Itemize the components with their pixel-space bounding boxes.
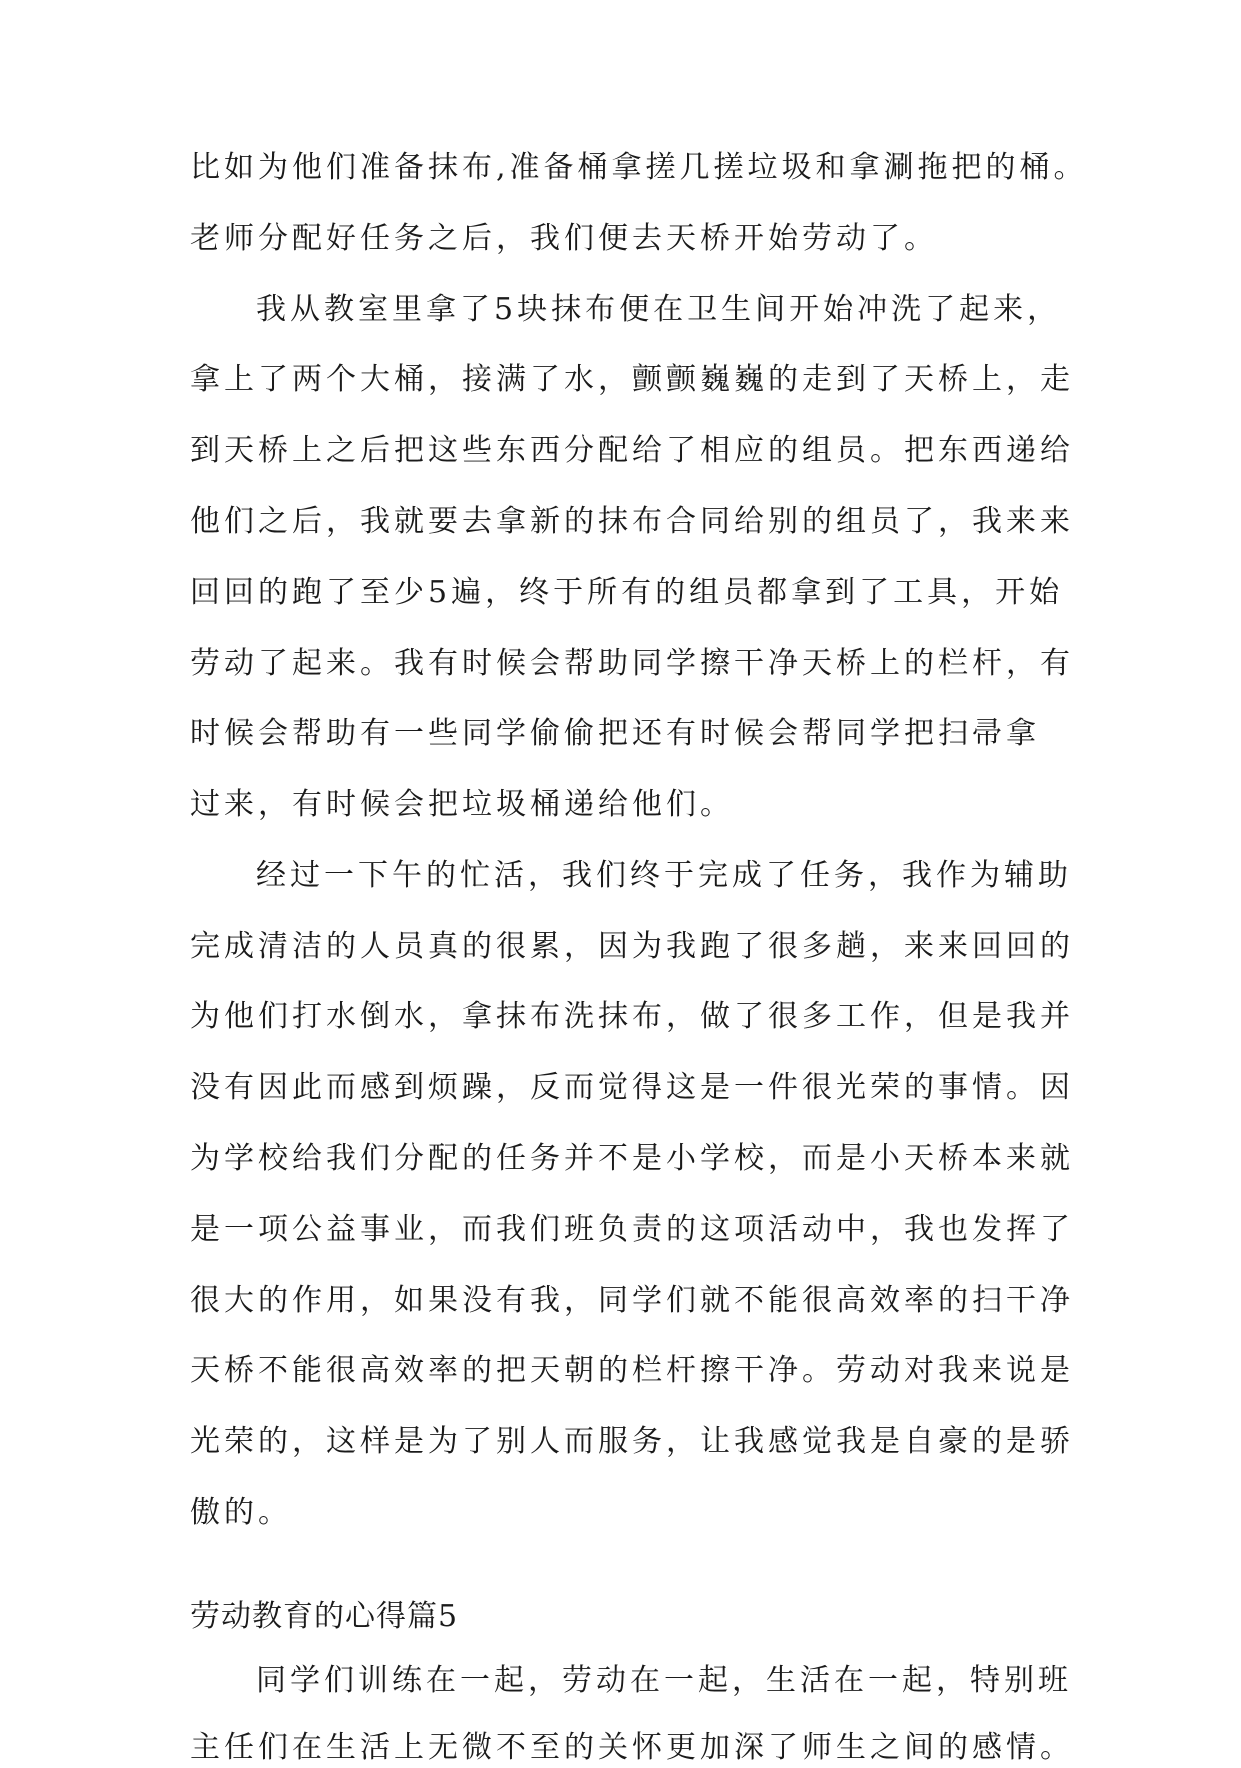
text-line: 比如为他们准备抹布,准备桶拿搓几搓垃圾和拿涮拖把的桶。 (190, 150, 1088, 185)
text-line: 回回的跑了至少5遍，终于所有的组员都拿到了工具，开始 (190, 575, 1064, 610)
text-line: 很大的作用，如果没有我，同学们就不能很高效率的扫干净 (190, 1283, 1074, 1318)
section-heading: 劳动教育的心得篇5 (190, 1599, 459, 1634)
text-line: 时候会帮助有一些同学偷偷把还有时候会帮同学把扫帚拿 (190, 716, 1040, 751)
text-line: 为他们打水倒水，拿抹布洗抹布，做了很多工作，但是我并 (190, 999, 1074, 1034)
text-line: 没有因此而感到烦躁，反而觉得这是一件很光荣的事情。因 (190, 1070, 1074, 1105)
text-line: 傲的。 (190, 1495, 292, 1530)
text-line: 他们之后，我就要去拿新的抹布合同给别的组员了，我来来 (190, 504, 1074, 539)
text-line: 拿上了两个大桶，接满了水，颤颤巍巍的走到了天桥上，走 (190, 362, 1074, 397)
text-line: 天桥不能很高效率的把天朝的栏杆擦干净。劳动对我来说是 (190, 1353, 1074, 1388)
text-line: 过来，有时候会把垃圾桶递给他们。 (190, 787, 734, 822)
text-line: 主任们在生活上无微不至的关怀更加深了师生之间的感情。 (190, 1730, 1074, 1765)
paragraph-first-line: 我从教室里拿了5块抹布便在卫生间开始冲洗了起来， (256, 292, 1062, 327)
text-line: 到天桥上之后把这些东西分配给了相应的组员。把东西递给 (190, 433, 1074, 468)
paragraph-first-line: 同学们训练在一起，劳动在一起，生活在一起，特别班 (256, 1663, 1072, 1698)
text-line: 老师分配好任务之后，我们便去天桥开始劳动了。 (190, 221, 938, 256)
paragraph-first-line: 经过一下午的忙活，我们终于完成了任务，我作为辅助 (256, 858, 1072, 893)
text-line: 是一项公益事业，而我们班负责的这项活动中，我也发挥了 (190, 1212, 1074, 1247)
text-line: 完成清洁的人员真的很累，因为我跑了很多趟，来来回回的 (190, 929, 1074, 964)
text-line: 劳动了起来。我有时候会帮助同学擦干净天桥上的栏杆，有 (190, 646, 1074, 681)
text-line: 为学校给我们分配的任务并不是小学校，而是小天桥本来就 (190, 1141, 1074, 1176)
text-line: 光荣的，这样是为了别人而服务，让我感觉我是自豪的是骄 (190, 1424, 1074, 1459)
